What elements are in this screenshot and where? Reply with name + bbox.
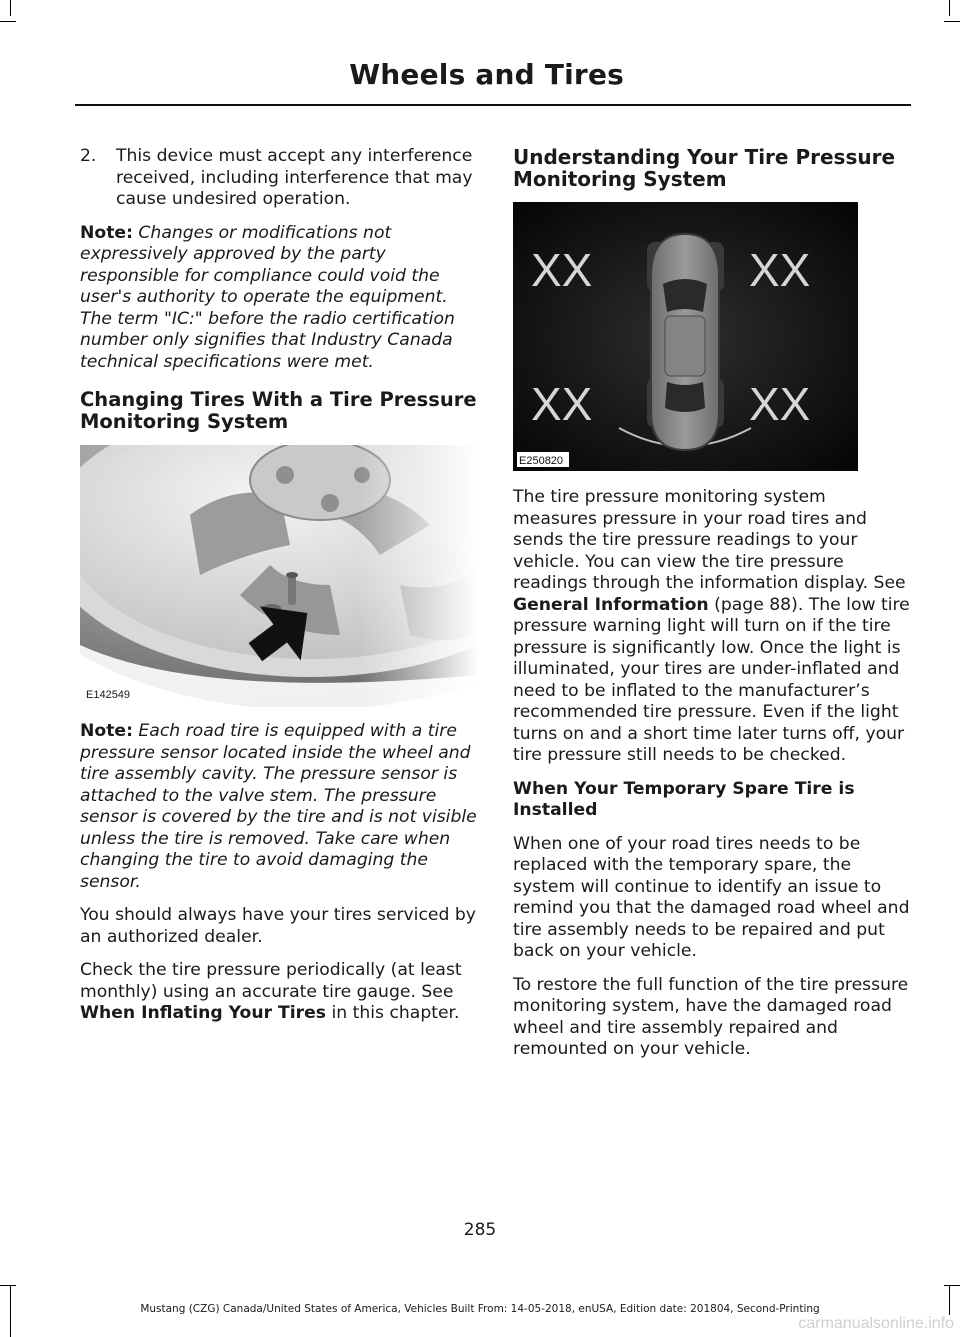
- section-heading: Understanding Your Tire Pressure Monitoring System: [513, 145, 896, 191]
- tire-reading-rear-right: XX: [749, 378, 811, 430]
- subsection-heading: When Your Temporary Spare Tire is Installed: [513, 778, 855, 820]
- para-text: The tire pressure monitoring system measures pressure in your road tires and sends the tire pressure readings to your vehicle. You can view the tire pressure readings through the information display. See: [513, 487, 906, 593]
- section-heading: Changing Tires With a Tire Pressure Monitoring System: [80, 388, 477, 433]
- note-text: Each road tire is equipped with a tire pressure sensor located inside the wheel and tire assembly cavity. The pressure sensor is attached to the valve stem. The pressure sensor is covered by the tire and is not visible unless the tire is removed. Take care when changing the tire to avoid damaging the sensor.: [80, 721, 477, 892]
- page-number: 285: [463, 1220, 497, 1240]
- tpms-display-figure: [513, 202, 858, 471]
- crop-mark: [0, 1285, 16, 1286]
- note-paragraph: [80, 721, 480, 893]
- page-footer: Mustang (CZG) Canada/United States of America, Vehicles Built From: 14-05-2018, enUSA, Edition date: 201804, Second-Printing: [140, 1303, 820, 1315]
- body-paragraph: When one of your road tires needs to be replaced with the temporary spare, the system will continue to identify an issue to remind you that the damaged road wheel and tire assembly needs to be repaired and put back on your vehicle.: [513, 833, 910, 961]
- cross-reference-link[interactable]: General Information: [513, 594, 709, 615]
- para-text: Check the tire pressure periodically (at least monthly) using an accurate tire gauge. See: [80, 960, 462, 1002]
- list-item: [80, 146, 480, 211]
- note-paragraph: [80, 223, 480, 374]
- tire-valve-figure: [80, 445, 478, 707]
- list-text: This device must accept any interference received, including interference that may cause undesired operation.: [116, 146, 473, 209]
- watermark: carmanualsonline.info: [798, 1315, 954, 1332]
- crop-mark: [0, 21, 16, 22]
- header-divider: [75, 104, 911, 106]
- body-paragraph: You should always have your tires serviced by an authorized dealer.: [80, 905, 476, 947]
- crop-mark: [944, 21, 960, 22]
- note-label: Note:: [80, 222, 133, 243]
- note-text: Changes or modifications not expressively approved by the party responsible for compliance could void the user's authority to operate the equipment. The term "IC:" before the radio certification number only signifies that Industry Canada technical specifications were met.: [80, 222, 455, 372]
- figure-label: E250820: [519, 455, 564, 467]
- crop-mark: [10, 0, 11, 16]
- right-column: [513, 146, 913, 1073]
- tire-reading-rear-left: XX: [531, 378, 593, 430]
- cross-reference-link[interactable]: When Inflating Your Tires: [80, 1003, 327, 1023]
- crop-mark: [944, 1285, 960, 1286]
- body-paragraph: [513, 487, 913, 767]
- body-paragraph: To restore the full function of the tire pressure monitoring system, have the damaged road wheel and tire assembly repaired and remounted on your vehicle.: [513, 974, 909, 1059]
- page-title: Wheels and Tires: [349, 58, 624, 91]
- tpms-display-illustration: [513, 202, 858, 471]
- note-label: Note:: [80, 721, 133, 741]
- wheel-valve-illustration: [80, 445, 478, 707]
- para-text: in this chapter.: [326, 1003, 460, 1023]
- tire-reading-front-right: XX: [749, 244, 811, 296]
- list-number: 2.: [80, 146, 97, 166]
- body-paragraph: [80, 960, 480, 1025]
- left-column: [80, 146, 480, 1037]
- tire-reading-front-left: XX: [531, 244, 593, 296]
- crop-mark: [949, 0, 950, 16]
- figure-label: E142549: [86, 689, 131, 701]
- para-text: . The low tire pressure warning light will turn on if the tire pressure is significantly low. Once the light is illuminated, your tires are under-inflated and need to be inflated to the manufacturer’s recommended tire pressure. Even if the light turns on and a short time later turns off, your tire pressure still needs to be checked.: [513, 594, 910, 765]
- page-reference: (page 88): [708, 594, 798, 615]
